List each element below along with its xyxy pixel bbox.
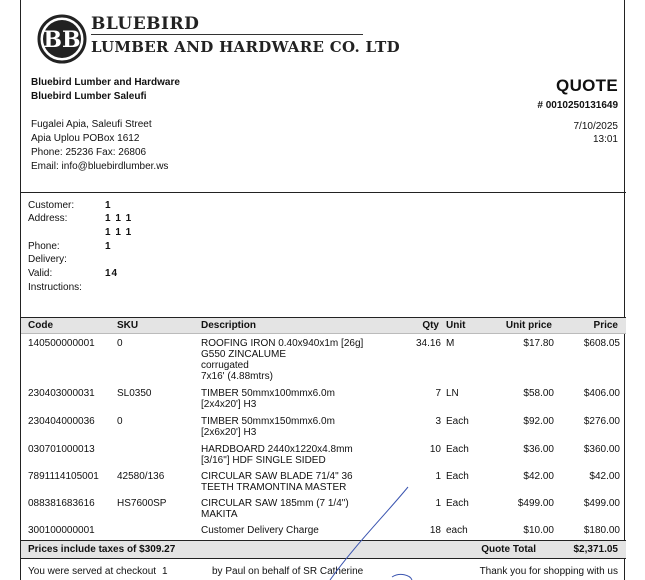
row-description: Customer Delivery Charge [201, 525, 319, 536]
email: Email: info@bluebirdlumber.ws [31, 161, 169, 172]
row-price: $276.00 [583, 416, 620, 427]
header-divider [21, 192, 626, 193]
row-unit: M [446, 338, 455, 349]
row-price: $406.00 [583, 388, 620, 399]
valid-label: Valid: [28, 268, 53, 279]
tax-note: Prices include taxes of $309.27 [28, 544, 176, 555]
row-sku: HS7600SP [117, 498, 167, 509]
row-unit-price: $58.00 [523, 388, 554, 399]
quote-total-value: $2,371.05 [573, 544, 618, 555]
row-price: $180.00 [583, 525, 620, 536]
row-sku: SL0350 [117, 388, 152, 399]
row-price: $42.00 [589, 471, 620, 482]
checkout-number: 1 [162, 566, 168, 577]
phone-value: 1 [105, 241, 112, 252]
brand-name: BLUEBIRD [91, 14, 200, 34]
row-sku: 42580/136 [117, 471, 165, 482]
row-unit: each [446, 525, 468, 536]
row-qty: 34.16 [415, 338, 441, 349]
col-price: Price [593, 320, 618, 331]
row-description: CIRCULAR SAW BLADE 71/4" 36 TEETH TRAMONTINA MASTER [201, 471, 353, 493]
row-sku: 0 [117, 338, 123, 349]
customer-label: Customer: [28, 200, 75, 211]
row-description: CIRCULAR SAW 185mm (7 1/4") MAKITA [201, 498, 349, 520]
customer-value: 1 [105, 200, 112, 211]
row-unit-price: $10.00 [523, 525, 554, 536]
served-by: by Paul on behalf of SR Catherine [212, 566, 364, 577]
row-code: 7891114105001 [28, 471, 99, 482]
quote-date: 7/10/2025 [573, 121, 618, 132]
served-at-label: You were served at checkout [28, 566, 157, 577]
quote-time: 13:01 [592, 134, 618, 145]
col-description: Description [201, 320, 257, 331]
row-price: $608.05 [583, 338, 620, 349]
address-line-2: Apia Uplou POBox 1612 [31, 133, 140, 144]
row-unit: LN [446, 388, 459, 399]
bluebird-logo [37, 14, 87, 64]
document-title: QUOTE [556, 76, 618, 95]
col-sku: SKU [117, 320, 139, 331]
row-qty: 10 [429, 444, 441, 455]
company-branch: Bluebird Lumber Saleufi [31, 91, 147, 102]
row-unit-price: $92.00 [523, 416, 554, 427]
row-unit-price: $17.80 [523, 338, 554, 349]
quote-number: # 0010250131649 [537, 100, 618, 111]
row-qty: 18 [429, 525, 441, 536]
row-description: HARDBOARD 2440x1220x4.8mm [3/16"] HDF SINGLE SIDED [201, 444, 353, 466]
col-unit: Unit [446, 320, 466, 331]
row-price: $360.00 [583, 444, 620, 455]
address-value-1: 1 1 1 [105, 213, 133, 224]
col-unit-price: Unit price [505, 320, 552, 331]
row-qty: 3 [435, 416, 441, 427]
row-unit-price: $42.00 [523, 471, 554, 482]
row-unit-price: $499.00 [517, 498, 554, 509]
row-code: 030701000013 [28, 444, 95, 455]
col-code: Code [28, 320, 53, 331]
quote-total-label: Quote Total [481, 544, 536, 555]
address-value-2: 1 1 1 [105, 227, 133, 238]
row-qty: 1 [435, 498, 441, 509]
row-description: TIMBER 50mmx150mmx6.0m [2x6x20'] H3 [201, 416, 335, 438]
row-code: 230403000031 [28, 388, 95, 399]
col-qty: Qty [422, 320, 439, 331]
address-line-1: Fugalei Apia, Saleufi Street [31, 119, 152, 130]
row-code: 088381683616 [28, 498, 95, 509]
thank-you-note: Thank you for shopping with us [479, 566, 618, 577]
row-unit: Each [446, 444, 469, 455]
row-sku: 0 [117, 416, 123, 427]
phone-fax: Phone: 25236 Fax: 26806 [31, 147, 147, 158]
row-code: 230404000036 [28, 416, 95, 427]
row-description: TIMBER 50mmx100mmx6.0m [2x4x20'] H3 [201, 388, 335, 410]
instructions-label: Instructions: [28, 282, 82, 293]
valid-value: 14 [105, 268, 119, 279]
row-unit-price: $36.00 [523, 444, 554, 455]
brand-divider [91, 34, 363, 35]
row-unit: Each [446, 416, 469, 427]
row-unit: Each [446, 498, 469, 509]
phone-label: Phone: [28, 241, 60, 252]
row-code: 140500000001 [28, 338, 95, 349]
row-qty: 7 [435, 388, 441, 399]
brand-subtitle: LUMBER AND HARDWARE CO. LTD [91, 38, 400, 56]
row-price: $499.00 [583, 498, 620, 509]
delivery-label: Delivery: [28, 254, 67, 265]
address-label: Address: [28, 213, 68, 224]
company-name: Bluebird Lumber and Hardware [31, 77, 180, 88]
row-unit: Each [446, 471, 469, 482]
row-qty: 1 [435, 471, 441, 482]
row-description: ROOFING IRON 0.40x940x1m [26g] G550 ZINCALUME corrugated 7x16' (4.88mtrs) [201, 338, 364, 382]
row-code: 300100000001 [28, 525, 95, 536]
logo-monogram: BB [43, 27, 81, 53]
quote-document [20, 0, 625, 580]
